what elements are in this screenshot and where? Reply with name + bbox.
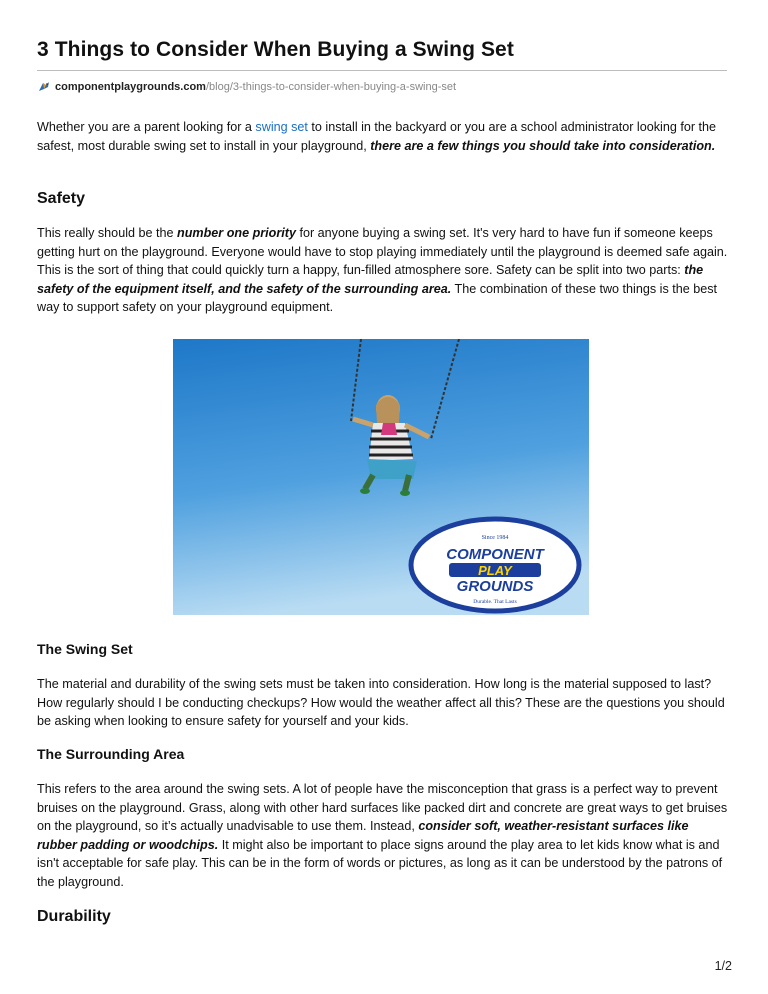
safety-emphasis-2: the safety of the equipment itself, and the safety of the surrounding area. [37, 263, 704, 296]
safety-text-1: This really should be the [37, 226, 178, 240]
source-line [37, 80, 456, 94]
logo-line-1: COMPONENT [446, 546, 544, 563]
safety-paragraph [37, 224, 729, 317]
swing-set-link[interactable]: swing set [255, 120, 308, 134]
logo-since: Since 1984 [481, 535, 509, 541]
intro-text-1: Whether you are a parent looking for a [37, 120, 256, 134]
title-divider [37, 70, 727, 71]
page-number: 1/2 [714, 959, 732, 973]
source-path[interactable]: /blog/3-things-to-consider-when-buying-a-swing-set [205, 81, 457, 93]
surrounding-area-paragraph [37, 780, 729, 891]
intro-text-2: to install in the backyard or you are a school administrator looking for the safest, most durable swing set to install in your playground, [37, 120, 717, 153]
safety-text-2: for anyone buying a swing set. It's very hard to have fun if someone keeps getting hurt on the playground. Everyone would have to stop playing immediately until the playground is deemed safe again. This is the sort of thing that could quickly turn a happy, fun-filled atmosphere sore. Safety can be split into two parts: [37, 226, 728, 277]
safety-text-3: The combination of these two things is the best way to support safety on your playground equipment. [37, 281, 718, 314]
swing-photo [173, 339, 589, 615]
swing-set-heading: The Swing Set [37, 641, 133, 657]
safety-heading: Safety [37, 190, 86, 207]
component-playgrounds-logo [411, 519, 579, 611]
swing-set-paragraph: The material and durability of the swing sets must be taken into consideration. How long is the material supposed to last? How regularly should I be conducting checkups? How would the weather affect all this? These are the questions you should be asking when looking to ensure safety for yourself and your kids. [37, 677, 725, 728]
logo-line-2: PLAY [478, 563, 512, 578]
bird-icon [37, 80, 51, 94]
logo-tagline: Durable. That Lasts [473, 599, 517, 605]
surrounding-text-1: This refers to the area around the swing sets. A lot of people have the misconception that grass is a perfect way to prevent bruises on the playground. Grass, along with other hard surfaces like packed dirt and concrete are great ways to get bruises on the playground, so it’s actually unadvisable to use them. Instead, [37, 782, 728, 833]
safety-emphasis-1: number one priority [177, 226, 296, 240]
source-domain[interactable]: componentplaygrounds.com [55, 81, 206, 93]
surrounding-emphasis: consider soft, weather-resistant surfaces like rubber padding or woodchips. [37, 819, 689, 852]
durability-heading: Durability [37, 908, 111, 925]
surrounding-area-heading: The Surrounding Area [37, 746, 185, 762]
logo-line-3: GROUNDS [456, 578, 534, 595]
surrounding-text-2: It might also be important to place signs around the play area to let kids know what is and isn't acceptable for safe play. This can be in the form of words or pictures, as long as it can be understood by the patrons of the playground. [37, 837, 723, 889]
intro-emphasis: there are a few things you should take into consideration. [370, 138, 716, 153]
intro-paragraph [37, 118, 729, 155]
page-title: 3 Things to Consider When Buying a Swing Set [37, 38, 514, 61]
